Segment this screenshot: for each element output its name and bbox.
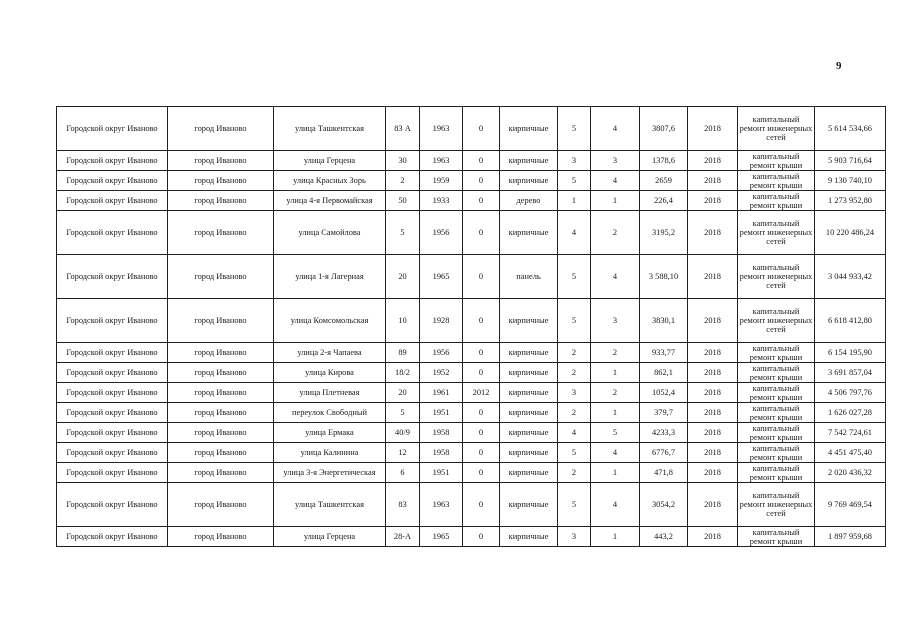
year-built-cell: 1965 (420, 527, 463, 547)
house-number-cell: 30 (386, 151, 420, 171)
work-type-cell: капитальный ремонт крыши (738, 403, 815, 423)
work-type-cell: капитальный ремонт крыши (738, 171, 815, 191)
plan-year-cell: 2018 (688, 171, 738, 191)
district-cell: Городской округ Иваново (57, 463, 168, 483)
year-built-cell: 1956 (420, 343, 463, 363)
house-number-cell: 83 (386, 483, 420, 527)
table-row (57, 299, 886, 343)
floors-cell: 2 (558, 363, 591, 383)
floors-cell: 5 (558, 299, 591, 343)
floors-cell: 5 (558, 443, 591, 463)
year-renovated-cell: 0 (463, 107, 500, 151)
table-row (57, 383, 886, 403)
year-built-cell: 1961 (420, 383, 463, 403)
year-built-cell: 1959 (420, 171, 463, 191)
floors-cell: 5 (558, 171, 591, 191)
house-number-cell: 20 (386, 383, 420, 403)
entrances-cell: 4 (591, 107, 640, 151)
year-built-cell: 1963 (420, 107, 463, 151)
year-renovated-cell: 0 (463, 191, 500, 211)
entrances-cell: 4 (591, 255, 640, 299)
table-row (57, 463, 886, 483)
street-cell: улица Комсомольская (274, 299, 386, 343)
table-row (57, 423, 886, 443)
cost-cell: 1 626 027,28 (815, 403, 886, 423)
city-cell: город Иваново (168, 151, 274, 171)
cost-cell: 3 044 933,42 (815, 255, 886, 299)
year-renovated-cell: 0 (463, 483, 500, 527)
year-built-cell: 1963 (420, 151, 463, 171)
floors-cell: 2 (558, 463, 591, 483)
cost-cell: 9 769 469,54 (815, 483, 886, 527)
city-cell: город Иваново (168, 171, 274, 191)
entrances-cell: 5 (591, 423, 640, 443)
city-cell: город Иваново (168, 403, 274, 423)
table-row (57, 483, 886, 527)
year-built-cell: 1933 (420, 191, 463, 211)
floors-cell: 4 (558, 423, 591, 443)
year-built-cell: 1958 (420, 423, 463, 443)
area-cell: 226,4 (640, 191, 688, 211)
house-number-cell: 5 (386, 211, 420, 255)
wall-material-cell: кирпичные (500, 299, 558, 343)
city-cell: город Иваново (168, 107, 274, 151)
house-number-cell: 10 (386, 299, 420, 343)
floors-cell: 5 (558, 483, 591, 527)
year-renovated-cell: 2012 (463, 383, 500, 403)
work-type-cell: капитальный ремонт инженерных сетей (738, 483, 815, 527)
cost-cell: 2 020 436,32 (815, 463, 886, 483)
year-built-cell: 1958 (420, 443, 463, 463)
entrances-cell: 4 (591, 483, 640, 527)
house-number-cell: 40/9 (386, 423, 420, 443)
wall-material-cell: кирпичные (500, 527, 558, 547)
street-cell: улица Ташкентская (274, 107, 386, 151)
district-cell: Городской округ Иваново (57, 403, 168, 423)
district-cell: Городской округ Иваново (57, 107, 168, 151)
plan-year-cell: 2018 (688, 423, 738, 443)
table-row (57, 443, 886, 463)
plan-year-cell: 2018 (688, 463, 738, 483)
plan-year-cell: 2018 (688, 255, 738, 299)
street-cell: улица 1-я Лагерная (274, 255, 386, 299)
area-cell: 862,1 (640, 363, 688, 383)
city-cell: город Иваново (168, 463, 274, 483)
work-type-cell: капитальный ремонт крыши (738, 343, 815, 363)
street-cell: улица 2-я Чапаева (274, 343, 386, 363)
floors-cell: 5 (558, 107, 591, 151)
table-row (57, 255, 886, 299)
area-cell: 379,7 (640, 403, 688, 423)
house-number-cell: 28-А (386, 527, 420, 547)
entrances-cell: 1 (591, 363, 640, 383)
plan-year-cell: 2018 (688, 299, 738, 343)
floors-cell: 2 (558, 403, 591, 423)
year-renovated-cell: 0 (463, 171, 500, 191)
year-renovated-cell: 0 (463, 299, 500, 343)
street-cell: улица Герцена (274, 527, 386, 547)
district-cell: Городской округ Иваново (57, 527, 168, 547)
year-built-cell: 1965 (420, 255, 463, 299)
district-cell: Городской округ Иваново (57, 299, 168, 343)
street-cell: переулок Свободный (274, 403, 386, 423)
year-renovated-cell: 0 (463, 343, 500, 363)
street-cell: улица Плетневая (274, 383, 386, 403)
entrances-cell: 1 (591, 527, 640, 547)
district-cell: Городской округ Иваново (57, 423, 168, 443)
district-cell: Городской округ Иваново (57, 171, 168, 191)
street-cell: улица Калинина (274, 443, 386, 463)
wall-material-cell: кирпичные (500, 403, 558, 423)
city-cell: город Иваново (168, 191, 274, 211)
floors-cell: 3 (558, 383, 591, 403)
area-cell: 2659 (640, 171, 688, 191)
city-cell: город Иваново (168, 255, 274, 299)
work-type-cell: капитальный ремонт крыши (738, 151, 815, 171)
year-renovated-cell: 0 (463, 423, 500, 443)
cost-cell: 4 451 475,40 (815, 443, 886, 463)
cost-cell: 4 506 797,76 (815, 383, 886, 403)
house-number-cell: 50 (386, 191, 420, 211)
year-renovated-cell: 0 (463, 151, 500, 171)
area-cell: 1378,6 (640, 151, 688, 171)
wall-material-cell: панель (500, 255, 558, 299)
year-renovated-cell: 0 (463, 255, 500, 299)
plan-year-cell: 2018 (688, 107, 738, 151)
area-cell: 3 588,10 (640, 255, 688, 299)
plan-year-cell: 2018 (688, 443, 738, 463)
entrances-cell: 3 (591, 299, 640, 343)
wall-material-cell: кирпичные (500, 343, 558, 363)
table-row (57, 363, 886, 383)
wall-material-cell: кирпичные (500, 107, 558, 151)
year-built-cell: 1956 (420, 211, 463, 255)
street-cell: улица Красных Зорь (274, 171, 386, 191)
year-renovated-cell: 0 (463, 363, 500, 383)
house-number-cell: 20 (386, 255, 420, 299)
table-row (57, 403, 886, 423)
house-number-cell: 18/2 (386, 363, 420, 383)
area-cell: 6776,7 (640, 443, 688, 463)
district-cell: Городской округ Иваново (57, 363, 168, 383)
area-cell: 3807,6 (640, 107, 688, 151)
table-body (57, 107, 886, 547)
entrances-cell: 4 (591, 443, 640, 463)
table-row (57, 211, 886, 255)
street-cell: улица 4-я Первомайская (274, 191, 386, 211)
street-cell: улица 3-я Энергетическая (274, 463, 386, 483)
area-cell: 471,8 (640, 463, 688, 483)
house-number-cell: 12 (386, 443, 420, 463)
street-cell: улица Ермака (274, 423, 386, 443)
wall-material-cell: кирпичные (500, 463, 558, 483)
plan-year-cell: 2018 (688, 151, 738, 171)
house-number-cell: 83 А (386, 107, 420, 151)
house-number-cell: 89 (386, 343, 420, 363)
wall-material-cell: кирпичные (500, 171, 558, 191)
wall-material-cell: кирпичные (500, 383, 558, 403)
table-row (57, 151, 886, 171)
plan-year-cell: 2018 (688, 211, 738, 255)
work-type-cell: капитальный ремонт крыши (738, 191, 815, 211)
plan-year-cell: 2018 (688, 383, 738, 403)
work-type-cell: капитальный ремонт инженерных сетей (738, 299, 815, 343)
table-row (57, 171, 886, 191)
cost-cell: 5 614 534,66 (815, 107, 886, 151)
city-cell: город Иваново (168, 343, 274, 363)
work-type-cell: капитальный ремонт крыши (738, 443, 815, 463)
area-cell: 4233,3 (640, 423, 688, 443)
district-cell: Городской округ Иваново (57, 191, 168, 211)
wall-material-cell: дерево (500, 191, 558, 211)
wall-material-cell: кирпичные (500, 151, 558, 171)
year-renovated-cell: 0 (463, 443, 500, 463)
floors-cell: 4 (558, 211, 591, 255)
entrances-cell: 1 (591, 403, 640, 423)
page-number: 9 (836, 60, 842, 72)
cost-cell: 3 691 857,04 (815, 363, 886, 383)
house-number-cell: 2 (386, 171, 420, 191)
area-cell: 3830,1 (640, 299, 688, 343)
renovation-table (56, 106, 886, 547)
year-renovated-cell: 0 (463, 527, 500, 547)
cost-cell: 6 154 195,90 (815, 343, 886, 363)
district-cell: Городской округ Иваново (57, 383, 168, 403)
entrances-cell: 1 (591, 463, 640, 483)
city-cell: город Иваново (168, 527, 274, 547)
wall-material-cell: кирпичные (500, 363, 558, 383)
district-cell: Городской округ Иваново (57, 151, 168, 171)
work-type-cell: капитальный ремонт крыши (738, 463, 815, 483)
year-built-cell: 1951 (420, 463, 463, 483)
city-cell: город Иваново (168, 211, 274, 255)
cost-cell: 1 897 959,68 (815, 527, 886, 547)
table-row (57, 191, 886, 211)
table-row (57, 107, 886, 151)
wall-material-cell: кирпичные (500, 423, 558, 443)
entrances-cell: 2 (591, 211, 640, 255)
city-cell: город Иваново (168, 383, 274, 403)
cost-cell: 7 542 724,61 (815, 423, 886, 443)
area-cell: 443,2 (640, 527, 688, 547)
floors-cell: 3 (558, 527, 591, 547)
wall-material-cell: кирпичные (500, 211, 558, 255)
wall-material-cell: кирпичные (500, 443, 558, 463)
year-renovated-cell: 0 (463, 403, 500, 423)
district-cell: Городской округ Иваново (57, 255, 168, 299)
table-row (57, 343, 886, 363)
street-cell: улица Кирова (274, 363, 386, 383)
cost-cell: 6 618 412,80 (815, 299, 886, 343)
year-renovated-cell: 0 (463, 463, 500, 483)
area-cell: 3195,2 (640, 211, 688, 255)
cost-cell: 10 220 486,24 (815, 211, 886, 255)
city-cell: город Иваново (168, 423, 274, 443)
district-cell: Городской округ Иваново (57, 483, 168, 527)
year-built-cell: 1963 (420, 483, 463, 527)
area-cell: 1052,4 (640, 383, 688, 403)
street-cell: улица Герцена (274, 151, 386, 171)
entrances-cell: 3 (591, 151, 640, 171)
work-type-cell: капитальный ремонт инженерных сетей (738, 107, 815, 151)
cost-cell: 5 903 716,64 (815, 151, 886, 171)
plan-year-cell: 2018 (688, 191, 738, 211)
year-built-cell: 1951 (420, 403, 463, 423)
entrances-cell: 2 (591, 343, 640, 363)
house-number-cell: 5 (386, 403, 420, 423)
table-row (57, 527, 886, 547)
entrances-cell: 1 (591, 191, 640, 211)
year-built-cell: 1952 (420, 363, 463, 383)
entrances-cell: 2 (591, 383, 640, 403)
work-type-cell: капитальный ремонт крыши (738, 527, 815, 547)
floors-cell: 2 (558, 343, 591, 363)
entrances-cell: 4 (591, 171, 640, 191)
work-type-cell: капитальный ремонт крыши (738, 383, 815, 403)
work-type-cell: капитальный ремонт крыши (738, 363, 815, 383)
district-cell: Городской округ Иваново (57, 343, 168, 363)
city-cell: город Иваново (168, 483, 274, 527)
work-type-cell: капитальный ремонт инженерных сетей (738, 211, 815, 255)
city-cell: город Иваново (168, 363, 274, 383)
area-cell: 933,77 (640, 343, 688, 363)
cost-cell: 1 273 952,80 (815, 191, 886, 211)
year-renovated-cell: 0 (463, 211, 500, 255)
street-cell: улица Самойлова (274, 211, 386, 255)
plan-year-cell: 2018 (688, 343, 738, 363)
house-number-cell: 6 (386, 463, 420, 483)
city-cell: город Иваново (168, 443, 274, 463)
area-cell: 3054,2 (640, 483, 688, 527)
street-cell: улица Ташкентская (274, 483, 386, 527)
plan-year-cell: 2018 (688, 363, 738, 383)
city-cell: город Иваново (168, 299, 274, 343)
plan-year-cell: 2018 (688, 527, 738, 547)
work-type-cell: капитальный ремонт крыши (738, 423, 815, 443)
floors-cell: 3 (558, 151, 591, 171)
floors-cell: 1 (558, 191, 591, 211)
plan-year-cell: 2018 (688, 403, 738, 423)
district-cell: Городской округ Иваново (57, 211, 168, 255)
year-built-cell: 1928 (420, 299, 463, 343)
floors-cell: 5 (558, 255, 591, 299)
district-cell: Городской округ Иваново (57, 443, 168, 463)
work-type-cell: капитальный ремонт инженерных сетей (738, 255, 815, 299)
cost-cell: 9 130 740,10 (815, 171, 886, 191)
wall-material-cell: кирпичные (500, 483, 558, 527)
plan-year-cell: 2018 (688, 483, 738, 527)
